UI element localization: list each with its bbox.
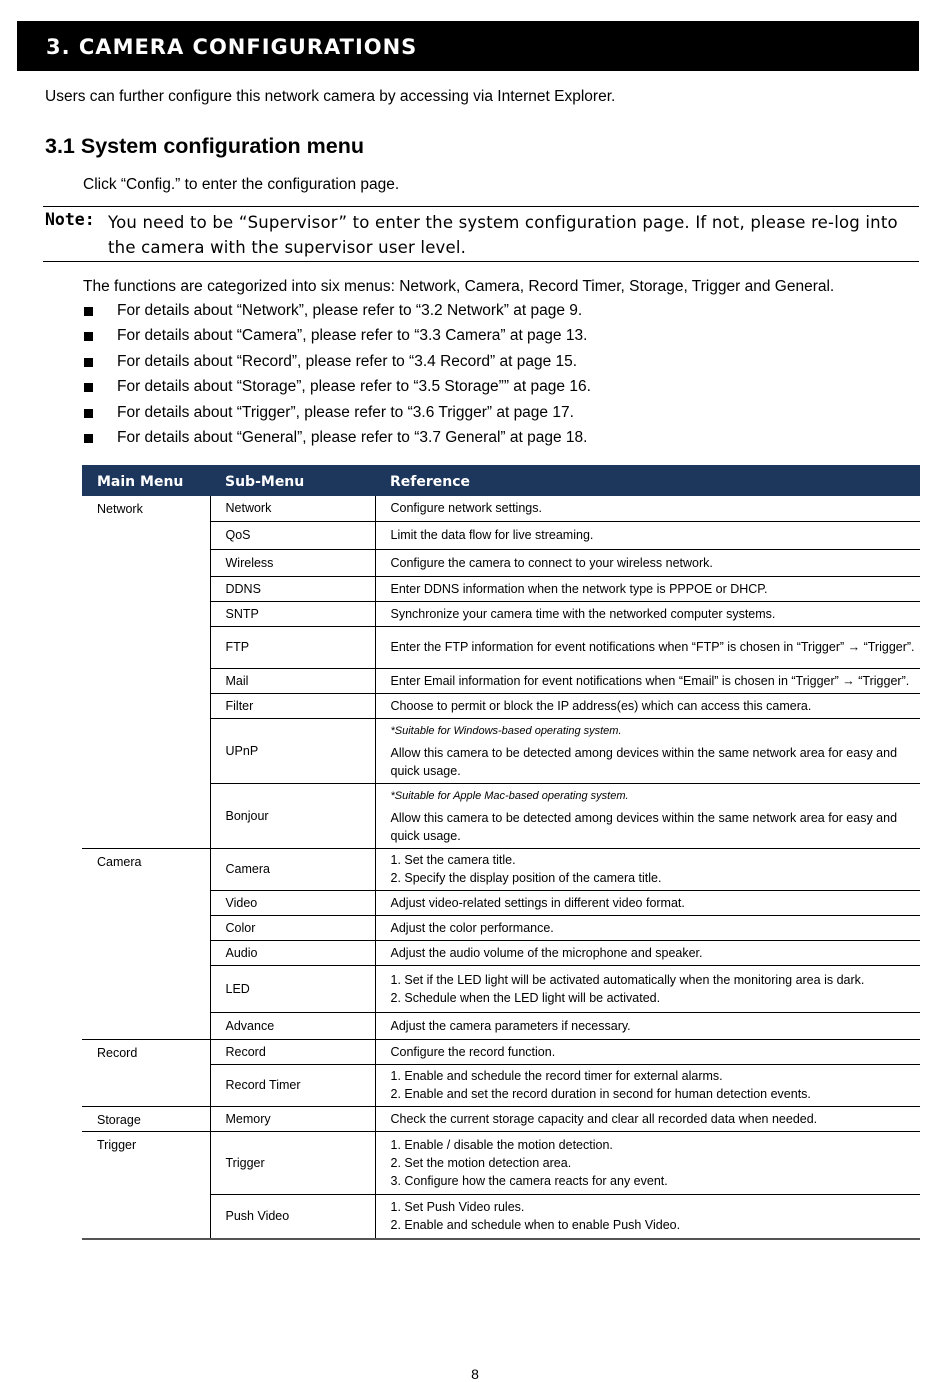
main-menu-cell: Record xyxy=(82,1039,210,1106)
main-menu-cell: Storage xyxy=(82,1106,210,1131)
intro-paragraph: Users can further configure this network camera by accessing via Internet Explorer. xyxy=(45,88,616,105)
bullet-text: For details about “Storage”, please refer to “3.5 Storage”” at page 16. xyxy=(117,378,591,396)
sub-menu-cell: DDNS xyxy=(210,576,375,601)
reference-line: 2. Schedule when the LED light will be activated. xyxy=(390,990,661,1005)
sub-menu-cell: Trigger xyxy=(210,1131,375,1194)
table-header-row xyxy=(82,467,920,497)
bullet-item xyxy=(83,404,591,429)
reference-cell xyxy=(375,1012,920,1039)
reference-line: 1. Set Push Video rules. xyxy=(390,1200,525,1215)
square-bullet-icon xyxy=(84,409,93,418)
reference-line: Allow this camera to be detected among devices within the same network area for easy and quick usage. xyxy=(390,810,898,843)
sub-menu-cell: Audio xyxy=(210,940,375,965)
reference-line: 2. Specify the display position of the camera title. xyxy=(390,871,662,885)
sub-menu-cell: Filter xyxy=(210,693,375,718)
reference-cell xyxy=(375,601,920,626)
header-main-menu: Main Menu xyxy=(82,467,210,497)
page-number: 8 xyxy=(471,1366,479,1382)
reference-line: Configure the camera to connect to your wireless network. xyxy=(390,555,713,570)
header-reference: Reference xyxy=(375,467,920,497)
reference-line: Choose to permit or block the IP address(es) which can access this camera. xyxy=(390,698,812,713)
functions-paragraph: The functions are categorized into six menus: Network, Camera, Record Timer, Storage, Trigger and General. xyxy=(83,278,835,295)
bullet-text: For details about “Camera”, please refer to “3.3 Camera” at page 13. xyxy=(117,327,588,345)
click-instruction: Click “Config.” to enter the configuration page. xyxy=(83,176,400,193)
sub-menu-cell: Record Timer xyxy=(210,1064,375,1106)
reference-line: Adjust video-related settings in different video format. xyxy=(390,895,685,910)
section-title: 3.1 System configuration menu xyxy=(45,134,364,158)
reference-cell xyxy=(375,1131,920,1194)
reference-line: 3. Configure how the camera reacts for any event. xyxy=(390,1173,668,1188)
reference-cell xyxy=(375,1064,920,1106)
bullet-item xyxy=(83,429,591,454)
reference-cell xyxy=(375,718,920,783)
reference-cell xyxy=(375,890,920,915)
reference-bullet-list xyxy=(83,302,591,454)
note-top-rule xyxy=(43,206,919,207)
sub-menu-cell: Video xyxy=(210,890,375,915)
square-bullet-icon xyxy=(84,358,93,367)
reference-cell xyxy=(375,549,920,576)
reference-cell xyxy=(375,521,920,549)
bullet-item xyxy=(83,378,591,403)
sub-menu-cell: QoS xyxy=(210,521,375,549)
reference-cell xyxy=(375,1106,920,1131)
sub-menu-cell: Color xyxy=(210,915,375,940)
bullet-text: For details about “General”, please refer to “3.7 General” at page 18. xyxy=(117,428,588,446)
sub-menu-cell: Bonjour xyxy=(210,783,375,848)
reference-cell xyxy=(375,940,920,965)
reference-cell xyxy=(375,693,920,718)
reference-line: 1. Enable and schedule the record timer for external alarms. xyxy=(390,1069,723,1083)
table-row xyxy=(82,1131,920,1194)
note-bottom-rule xyxy=(43,261,919,262)
bullet-text: For details about “Network”, please refer to “3.2 Network” at page 9. xyxy=(117,302,583,319)
reference-cell xyxy=(375,496,920,521)
sub-menu-cell: Network xyxy=(210,496,375,521)
sub-menu-cell: LED xyxy=(210,965,375,1012)
square-bullet-icon xyxy=(84,307,93,316)
bullet-item xyxy=(83,327,591,352)
note-text: You need to be “Supervisor” to enter the system configuration page. If not, please re-log into the camera with the supervisor user level. xyxy=(108,213,898,257)
main-menu-cell: Trigger xyxy=(82,1131,210,1239)
reference-line: Configure network settings. xyxy=(390,501,542,516)
table-row xyxy=(82,1039,920,1064)
main-menu-cell: Network xyxy=(82,496,210,848)
reference-cell xyxy=(375,915,920,940)
reference-cell xyxy=(375,576,920,601)
reference-line: 2. Enable and set the record duration in second for human detection events. xyxy=(390,1087,811,1101)
sub-menu-cell: Camera xyxy=(210,848,375,890)
reference-line: Enter the FTP information for event notifications when “FTP” is chosen in “Trigger” → “Trigger”. xyxy=(390,640,915,654)
reference-line: 2. Set the motion detection area. xyxy=(390,1155,572,1170)
bullet-text: For details about “Trigger”, please refer to “3.6 Trigger” at page 17. xyxy=(117,403,574,421)
menu-reference-table xyxy=(82,465,920,1240)
reference-cell xyxy=(375,626,920,668)
reference-line: Adjust the camera parameters if necessary. xyxy=(390,1018,631,1033)
reference-line: Adjust the color performance. xyxy=(390,920,554,935)
bullet-item xyxy=(83,302,591,327)
square-bullet-icon xyxy=(84,332,93,341)
reference-line: Check the current storage capacity and clear all recorded data when needed. xyxy=(390,1111,818,1126)
sub-menu-cell: Wireless xyxy=(210,549,375,576)
note-label: Note: xyxy=(45,210,95,229)
bullet-text: For details about “Record”, please refer to “3.4 Record” at page 15. xyxy=(117,352,578,370)
table-row xyxy=(82,496,920,521)
reference-line: 1. Enable / disable the motion detection. xyxy=(390,1137,613,1152)
sub-menu-cell: Memory xyxy=(210,1106,375,1131)
square-bullet-icon xyxy=(84,434,93,443)
sub-menu-cell: UPnP xyxy=(210,718,375,783)
os-note: *Suitable for Apple Mac-based operating system. xyxy=(390,789,629,802)
reference-cell xyxy=(375,783,920,848)
reference-cell xyxy=(375,1039,920,1064)
chapter-title: 3. CAMERA CONFIGURATIONS xyxy=(17,21,919,71)
table-body xyxy=(82,496,920,1239)
header-sub-menu: Sub-Menu xyxy=(210,467,375,497)
sub-menu-cell: SNTP xyxy=(210,601,375,626)
sub-menu-cell: FTP xyxy=(210,626,375,668)
table-row xyxy=(82,848,920,890)
sub-menu-cell: Push Video xyxy=(210,1194,375,1239)
bullet-item xyxy=(83,353,591,378)
reference-line: 2. Enable and schedule when to enable Push Video. xyxy=(390,1218,681,1233)
table-row xyxy=(82,1106,920,1131)
reference-line: Enter DDNS information when the network type is PPPOE or DHCP. xyxy=(390,581,768,596)
reference-line: Synchronize your camera time with the networked computer systems. xyxy=(390,606,776,621)
reference-line: Limit the data flow for live streaming. xyxy=(390,528,594,542)
reference-line: 1. Set if the LED light will be activated automatically when the monitoring area is dark. xyxy=(390,972,865,987)
square-bullet-icon xyxy=(84,383,93,392)
reference-line: Enter Email information for event notifications when “Email” is chosen in “Trigger” → “Trigger”. xyxy=(390,673,910,688)
sub-menu-cell: Mail xyxy=(210,668,375,693)
main-menu-cell: Camera xyxy=(82,848,210,1039)
reference-line: Configure the record function. xyxy=(390,1044,556,1059)
reference-cell xyxy=(375,1194,920,1239)
reference-cell xyxy=(375,668,920,693)
reference-line: 1. Set the camera title. xyxy=(390,853,516,867)
os-note: *Suitable for Windows-based operating system. xyxy=(390,724,622,737)
reference-line: Allow this camera to be detected among devices within the same network area for easy and quick usage. xyxy=(390,745,898,778)
sub-menu-cell: Advance xyxy=(210,1012,375,1039)
reference-line: Adjust the audio volume of the microphone and speaker. xyxy=(390,945,703,960)
reference-cell xyxy=(375,965,920,1012)
sub-menu-cell: Record xyxy=(210,1039,375,1064)
reference-cell xyxy=(375,848,920,890)
